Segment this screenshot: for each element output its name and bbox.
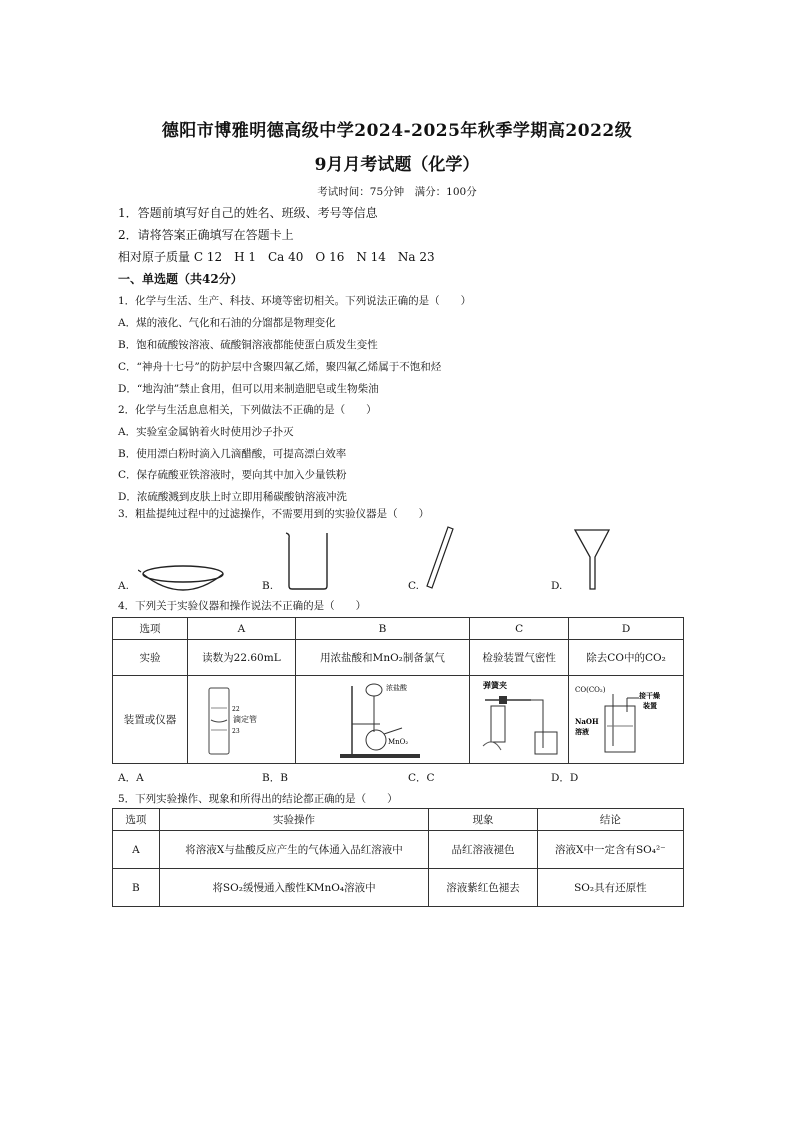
q4-exp-b: 用浓盐酸和MnO₂制备氯气 [295,640,469,676]
q5-header-conclusion: 结论 [537,809,683,831]
q4-stem: 4．下列关于实验仪器和操作说法不正确的是（ ） [118,600,367,612]
q4-header-option: 选项 [113,618,188,640]
q4-option-d: D．D [551,772,579,784]
q5-header-operation: 实验操作 [159,809,429,831]
q4-col-b: B [295,618,469,640]
q2-option-a: A．实验室金属钠着火时使用沙子扑灭 [118,426,294,438]
q3-option-c: C. [408,580,419,592]
solution-label: 溶液 [575,727,590,736]
naoh-label: NaOH [575,717,599,726]
exam-info: 考试时间：75分钟 满分：100分 [317,186,477,198]
q1-option-a: A．煤的液化、气化和石油的分馏都是物理变化 [118,317,336,329]
q4-header-apparatus: 装置或仪器 [113,676,188,764]
q4-option-c: C．C [408,772,435,784]
q3-option-b: B. [262,580,274,592]
q4-fig-c [470,676,569,764]
q4-option-a: A．A [118,772,144,784]
q3-stem: 3．粗盐提纯过程中的过滤操作，不需要用到的实验仪器是（ ） [118,508,430,520]
device-label: 装置 [643,701,658,710]
q3-option-a: A. [118,580,129,592]
q4-exp-c: 检验装置气密性 [470,640,569,676]
note-atomic-mass: 相对原子质量 C 12 H 1 Ca 40 O 16 N 14 Na 23 [118,250,435,264]
conc-hcl-label: 浓盐酸 [386,684,408,692]
q3-option-d: D. [551,580,563,592]
q5-row-a-conclusion: 溶液X中一定含有SO₄²⁻ [537,831,683,869]
q5-row-a-option: A [113,831,160,869]
q5-row-b-conclusion: SO₂具有还原性 [537,869,683,907]
q4-fig-a [188,676,296,764]
airtightness-apparatus-figure [471,676,567,760]
q5-row-a-operation: 将溶液X与盐酸反应产生的气体通入品红溶液中 [159,831,429,869]
q2-stem: 2．化学与生活息息相关，下列做法不正确的是（ ） [118,404,377,416]
q1-option-d: D．“地沟油”禁止食用，但可以用来制造肥皂或生物柴油 [118,383,379,395]
funnel-figure [572,527,612,593]
q4-col-a: A [188,618,296,640]
burette-tick-23: 23 [232,728,241,735]
q5-row-b-phenomenon: 溶液紫红色褪去 [429,869,537,907]
q4-exp-d: 除去CO中的CO₂ [569,640,684,676]
spring-clip-label: 弹簧夹 [483,680,508,690]
mno2-label: MnO₂ [388,738,409,746]
q2-option-b: B．使用漂白粉时滴入几滴醋酸，可提高漂白效率 [118,448,347,460]
q5-row-b-option: B [113,869,160,907]
page-title: 德阳市博雅明德高级中学2024-2025年秋季学期高2022级 [161,121,633,141]
section-heading: 一、单选题（共42分） [118,272,243,286]
chlorine-apparatus-figure [322,676,442,760]
dryer-label: 接干燥 [639,691,661,700]
q1-stem: 1．化学与生活、生产、科技、环境等密切相关。下列说法正确的是（ ） [118,295,472,307]
evaporating-dish-figure [138,558,228,598]
glass-rod-figure [420,524,460,592]
q5-row-b-operation: 将SO₂缓慢通入酸性KMnO₄溶液中 [159,869,429,907]
q4-exp-a: 读数为22.60mL [188,640,296,676]
q4-table [112,617,684,764]
note-2: 2．请将答案正确填写在答题卡上 [118,228,294,242]
q1-option-b: B．饱和硫酸铵溶液、硫酸铜溶液都能使蛋白质发生变性 [118,339,378,351]
q5-row-a-phenomenon: 品红溶液褪色 [429,831,537,869]
q4-col-c: C [470,618,569,640]
q2-option-d: D．浓硫酸溅到皮肤上时立即用稀碳酸钠溶液冲洗 [118,491,347,503]
gas-washing-figure [571,676,681,760]
co-inlet-label: CO(CO₂) [575,686,606,694]
q4-fig-b [295,676,469,764]
q4-header-experiment: 实验 [113,640,188,676]
beaker-figure [282,530,332,592]
q5-table [112,808,684,907]
q5-header-phenomenon: 现象 [429,809,537,831]
note-1: 1．答题前填写好自己的姓名、班级、考号等信息 [118,206,378,220]
q4-option-b: B．B [262,772,288,784]
q2-option-c: C．保存硫酸亚铁溶液时，要向其中加入少量铁粉 [118,469,347,481]
burette-tick-22: 22 [232,706,241,713]
q5-stem: 5．下列实验操作、现象和所得出的结论都正确的是（ ） [118,793,398,805]
q5-header-option: 选项 [113,809,160,831]
q4-col-d: D [569,618,684,640]
burette-label: 滴定管 [233,715,258,724]
q4-fig-d [569,676,684,764]
burette-figure [191,678,291,758]
q1-option-c: C．“神舟十七号”的防护层中含聚四氟乙烯，聚四氟乙烯属于不饱和烃 [118,361,442,373]
page-subtitle: 9月月考试题（化学） [314,155,480,175]
